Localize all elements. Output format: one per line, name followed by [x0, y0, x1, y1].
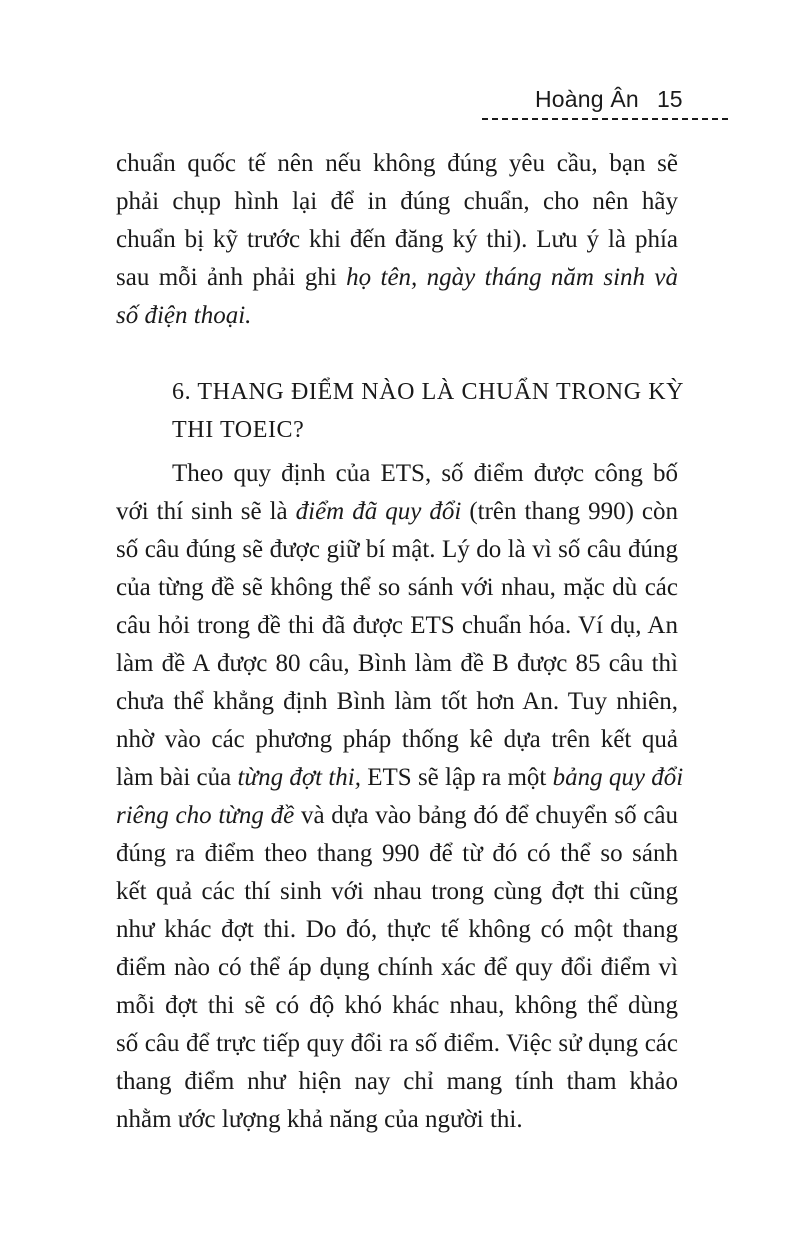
- running-header: [480, 78, 730, 124]
- text-line: làm bài của từng đợt thi, ETS sẽ lập ra một bảng quy đổi: [116, 764, 684, 791]
- text-line-indented: Theo quy định của ETS, số điểm được công bố: [172, 460, 678, 487]
- text-line: thang điểm như hiện nay chỉ mang tính tham khảo: [116, 1068, 678, 1095]
- section-heading: [172, 373, 685, 449]
- text-line: làm đề A được 80 câu, Bình làm đề B được 85 câu thì: [116, 650, 678, 677]
- text-line: riêng cho từng đề và dựa vào bảng đó để chuyển số câu: [116, 802, 678, 829]
- italic-text: riêng cho từng đề: [116, 802, 295, 829]
- text-line: đúng ra điểm theo thang 990 để từ đó có thể so sánh: [116, 840, 678, 867]
- text-line: sau mỗi ảnh phải ghi họ tên, ngày tháng năm sinh và: [116, 264, 678, 291]
- text-line: như khác đợt thi. Do đó, thực tế không có một thang: [116, 916, 678, 943]
- paragraph-scoring: [116, 455, 684, 1139]
- heading-line: THI TOEIC?: [172, 417, 305, 443]
- text-line: chưa thể khẳng định Bình làm tốt hơn An. Tuy nhiên,: [116, 688, 678, 715]
- text-line: điểm nào có thể áp dụng chính xác để quy đổi điểm vì: [116, 954, 678, 981]
- text-line: câu hỏi trong đề thi đã được ETS chuẩn hóa. Ví dụ, An: [116, 612, 678, 639]
- text-line: mỗi đợt thi sẽ có độ khó khác nhau, không thể dùng: [116, 992, 678, 1019]
- text-line: số câu đúng sẽ được giữ bí mật. Lý do là vì số câu đúng: [116, 536, 678, 563]
- italic-text: từng đợt thi,: [237, 764, 361, 791]
- text-line: với thí sinh sẽ là điểm đã quy đổi (trên thang 990) còn: [116, 498, 678, 525]
- italic-text: số điện thoại.: [116, 302, 252, 329]
- author-name: Hoàng Ân: [535, 86, 639, 112]
- paragraph-continuation: [116, 145, 678, 335]
- text-line: nhờ vào các phương pháp thống kê dựa trên kết quả: [116, 726, 678, 753]
- text-line: phải chụp hình lại để in đúng chuẩn, cho nên hãy: [116, 188, 678, 215]
- text-line: kết quả các thí sinh với nhau trong cùng đợt thi cũng: [116, 878, 678, 905]
- text-line: của từng đề sẽ không thể so sánh với nhau, mặc dù các: [116, 574, 678, 601]
- italic-text: bảng quy đổi: [552, 764, 684, 791]
- text-line: chuẩn quốc tế nên nếu không đúng yêu cầu, bạn sẽ: [116, 150, 678, 177]
- header-dashed-rule: [482, 118, 728, 120]
- text-line: số câu để trực tiếp quy đổi ra số điểm. Việc sử dụng các: [116, 1030, 678, 1057]
- italic-text: điểm đã quy đổi: [295, 498, 462, 525]
- text-line: chuẩn bị kỹ trước khi đến đăng ký thi). Lưu ý là phía: [116, 226, 678, 253]
- text-line: nhằm ước lượng khả năng của người thi.: [116, 1106, 523, 1133]
- text-line: [116, 297, 678, 335]
- italic-text: họ tên, ngày tháng năm sinh và: [346, 264, 678, 291]
- page-number: 15: [657, 86, 683, 112]
- heading-line: 6. THANG ĐIỂM NÀO LÀ CHUẨN TRONG KỲ: [172, 379, 685, 405]
